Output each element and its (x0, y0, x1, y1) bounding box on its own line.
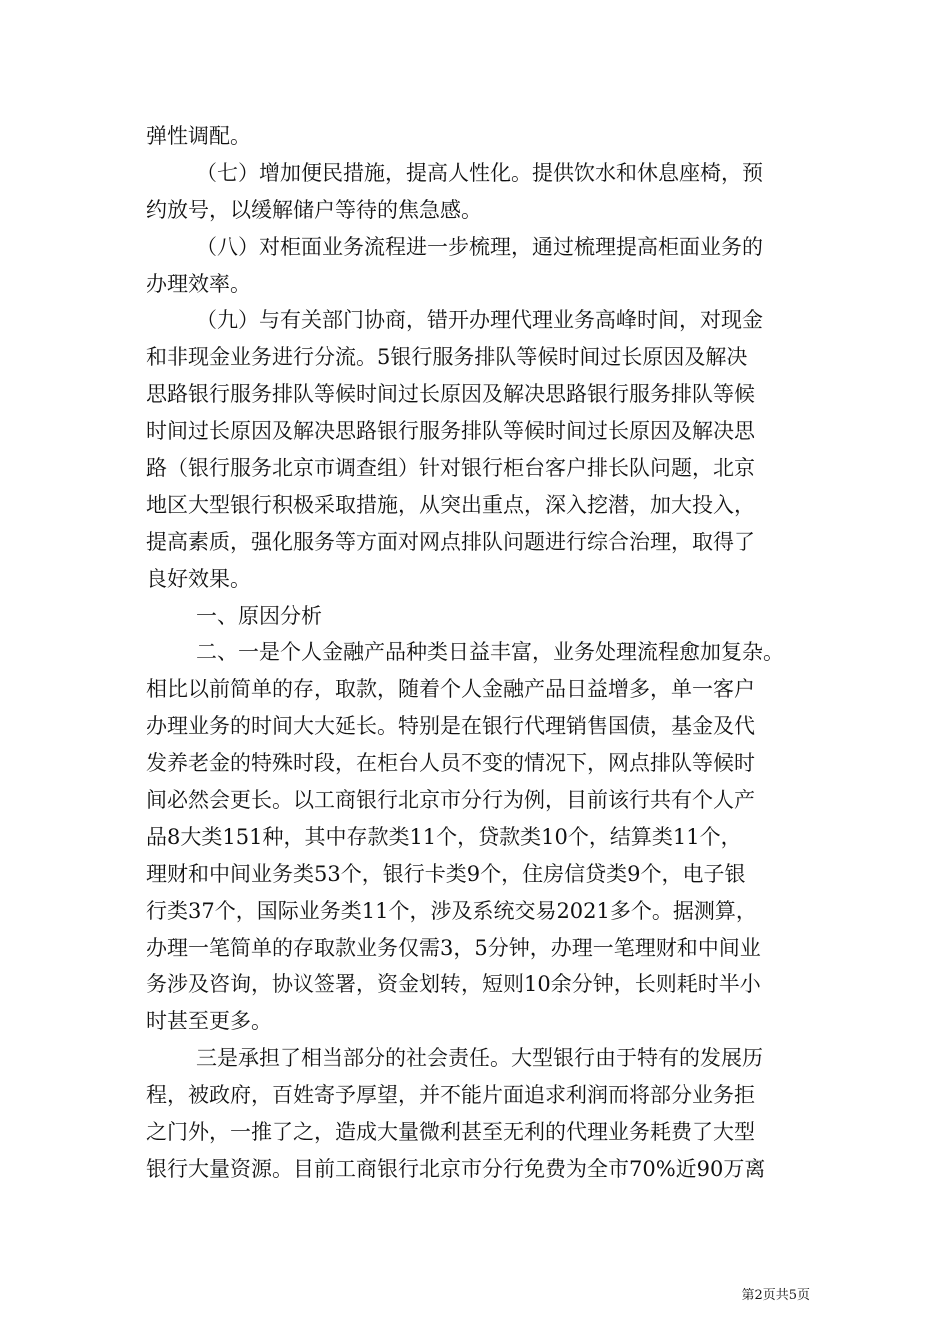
text-line: 办理一笔简单的存取款业务仅需3，5分钟，办理一笔理财和中间业 (146, 935, 761, 960)
body-text (146, 118, 810, 1188)
text-line: 弹性调配。 (146, 124, 251, 148)
text-line: 相比以前简单的存，取款，随着个人金融产品日益增多，单一客户 (146, 677, 755, 702)
page-number: 第2页共5页 (741, 1288, 810, 1303)
text-line: 务涉及咨询，协议签署，资金划转，短则10余分钟，长则耗时半小 (146, 972, 761, 997)
text-line: （七）增加便民措施，提高人性化。提供饮水和休息座椅，预 (196, 160, 763, 185)
text-line: （八）对柜面业务流程进一步梳理，通过梳理提高柜面业务的 (196, 234, 763, 259)
text-line: 良好效果。 (146, 566, 251, 591)
text-line: 和非现金业务进行分流。5银行服务排队等候时间过长原因及解决 (146, 345, 748, 370)
text-line: 办理业务的时间大大延长。特别是在银行代理销售国债，基金及代 (146, 714, 755, 739)
text-line: 三是承担了相当部分的社会责任。大型银行由于特有的发展历 (196, 1046, 763, 1071)
text-line: 银行大量资源。目前工商银行北京市分行免费为全市70%近90万离 (146, 1156, 766, 1181)
text-line: 理财和中间业务类53个，银行卡类9个，住房信贷类9个，电子银 (146, 861, 746, 886)
text-line: 提高素质，强化服务等方面对网点排队问题进行综合治理，取得了 (146, 529, 755, 554)
text-line: 约放号，以缓解储户等待的焦急感。 (146, 197, 482, 222)
text-line: 程，被政府，百姓寄予厚望，并不能片面追求利润而将部分业务拒 (146, 1083, 755, 1108)
text-line: 办理效率。 (146, 271, 251, 296)
text-line: 间必然会更长。以工商银行北京市分行为例，目前该行共有个人产 (146, 788, 755, 813)
text-line: 路（银行服务北京市调查组）针对银行柜台客户排长队问题，北京 (146, 456, 755, 481)
text-line: 思路银行服务排队等候时间过长原因及解决思路银行服务排队等候 (146, 382, 755, 407)
text-line: 发养老金的特殊时段，在柜台人员不变的情况下，网点排队等候时 (146, 751, 755, 776)
text-line: 地区大型银行积极采取措施，从突出重点，深入挖潜，加大投入， (146, 492, 755, 517)
text-line: 时间过长原因及解决思路银行服务排队等候时间过长原因及解决思 (146, 419, 755, 444)
text-line: 品8大类151种，其中存款类11个，贷款类10个，结算类11个， (146, 824, 742, 849)
text-line: 时甚至更多。 (146, 1009, 272, 1034)
text-line: 行类37个，国际业务类11个，涉及系统交易2021多个。据测算， (146, 898, 757, 923)
section-heading: 一、原因分析 (196, 603, 322, 628)
text-line: （九）与有关部门协商，错开办理代理业务高峰时间，对现金 (196, 308, 763, 333)
text-line: 之门外，一推了之，造成大量微利甚至无利的代理业务耗费了大型 (146, 1120, 755, 1145)
text-line: 二、一是个人金融产品种类日益丰富，业务处理流程愈加复杂。 (196, 640, 784, 665)
